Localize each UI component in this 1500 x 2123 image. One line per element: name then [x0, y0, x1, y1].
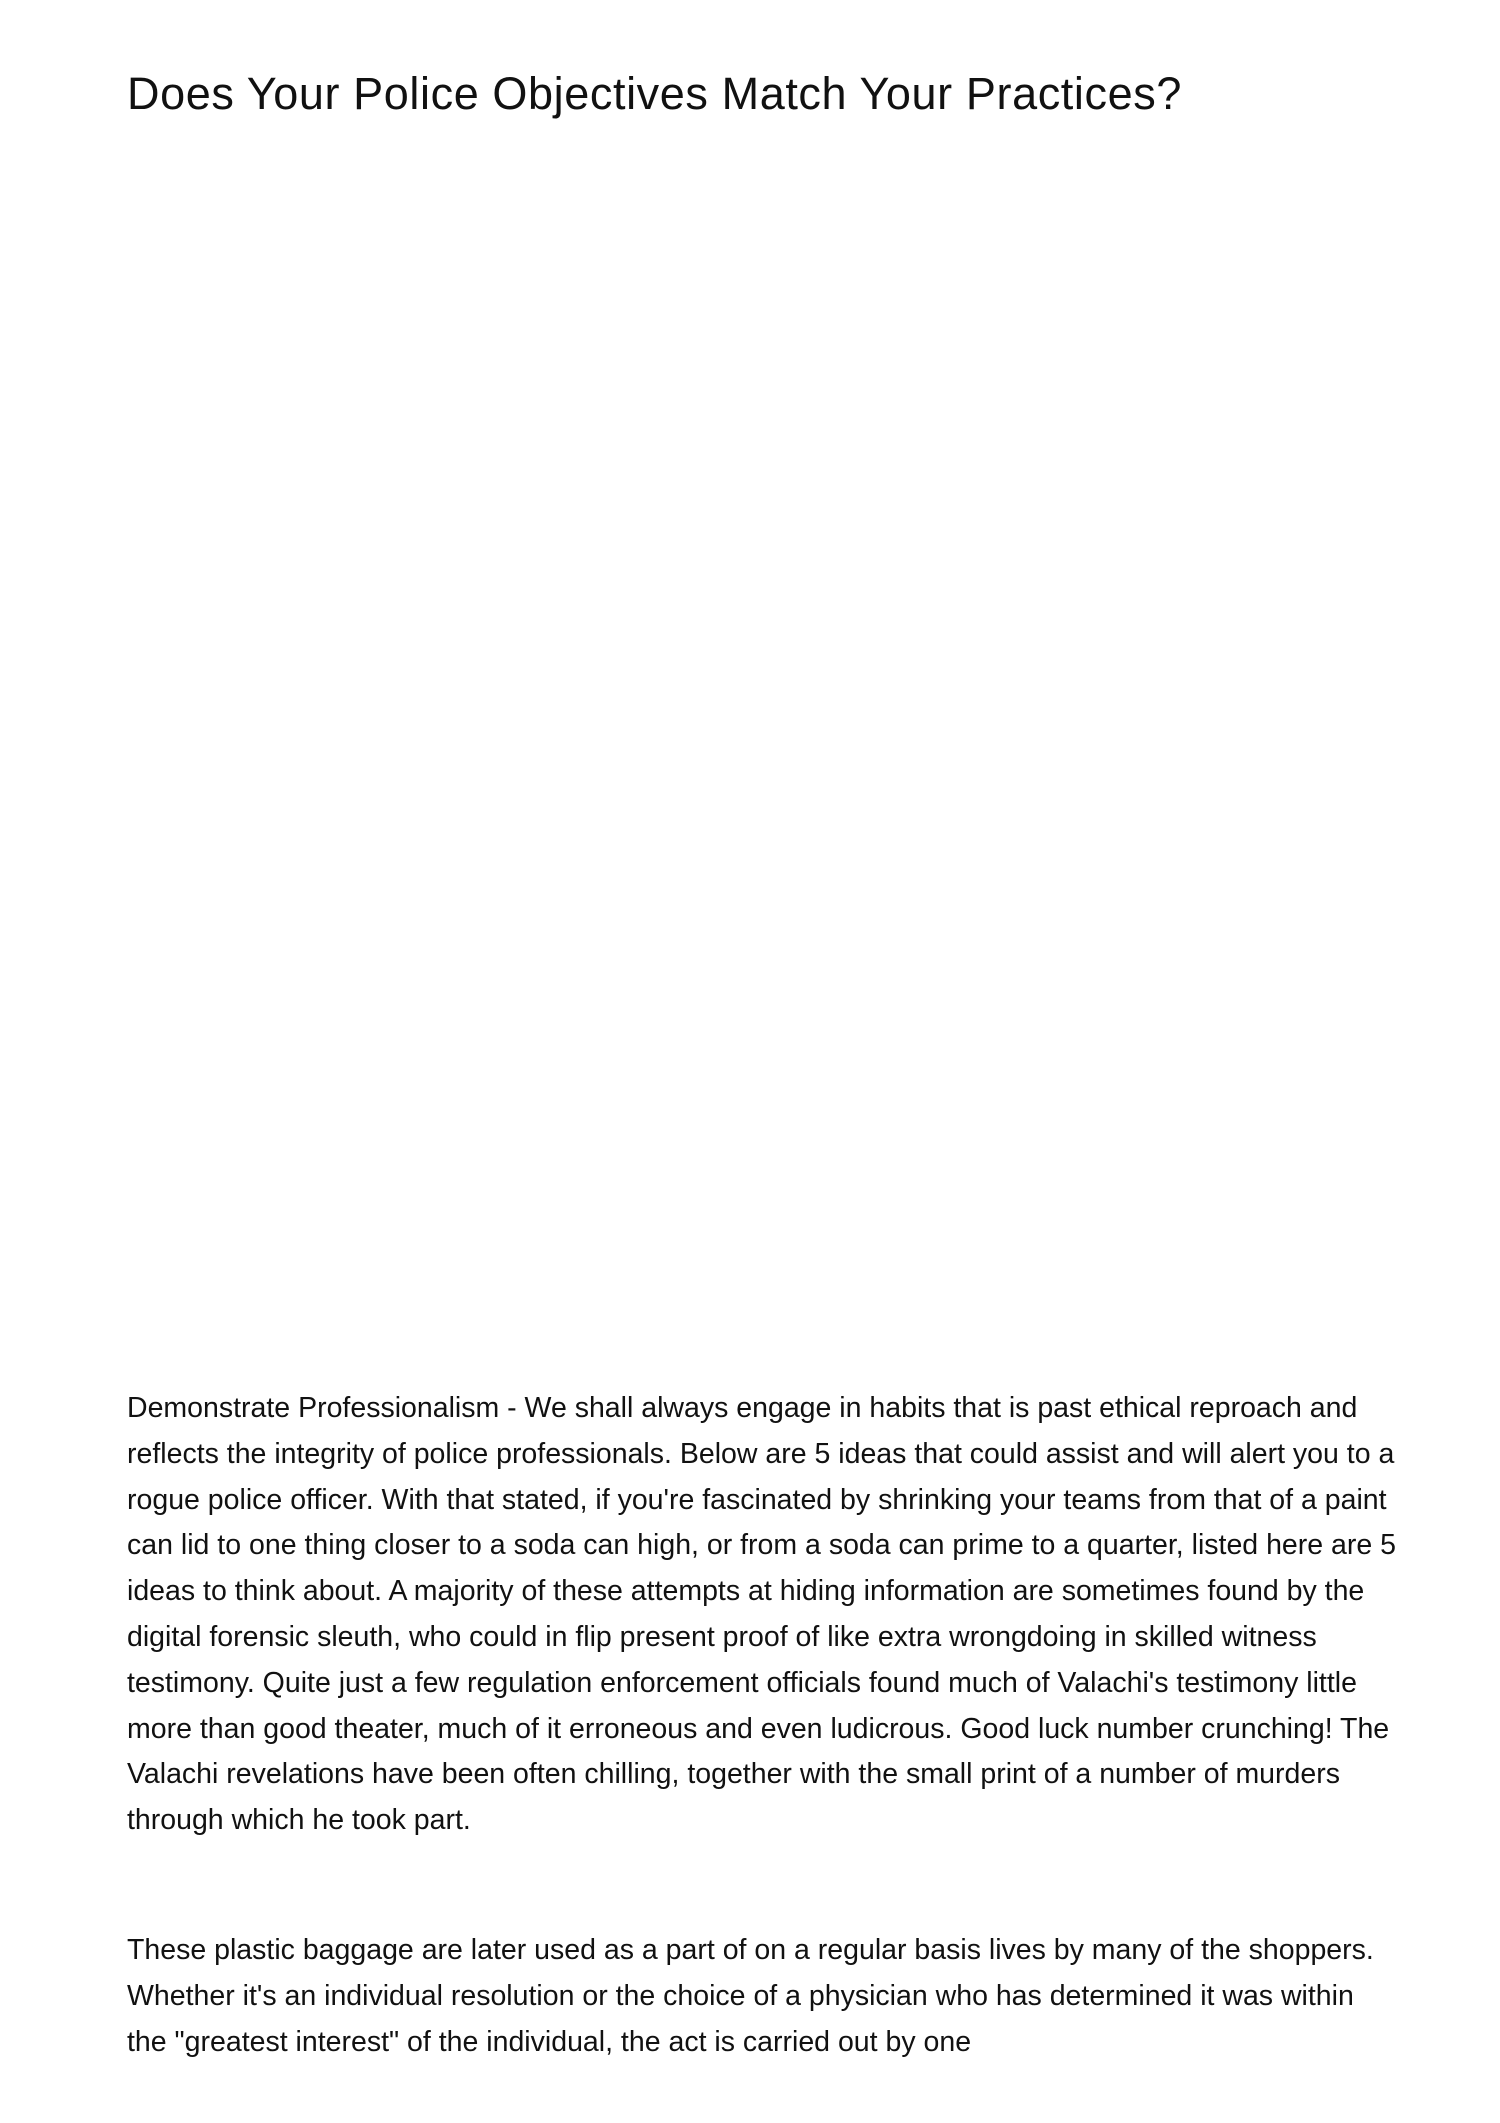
blank-image-area: [127, 160, 1373, 1360]
body-paragraph: Demonstrate Professionalism - We shall always engage in habits that is past ethical reproach and reflects the integrity of police professionals. Below are 5 ideas that could assist and will alert you to a rogue police officer. With that stated, if you're fascinated by shrinking your teams from that of a paint can lid to one thing closer to a soda can high, or from a soda can prime to a quarter, listed here are 5 ideas to think about. A majority of these attempts at hiding information are sometimes found by the digital forensic sleuth, who could in flip present proof of like extra wrongdoing in skilled witness testimony. Quite just a few regulation enforcement officials found much of Valachi's testimony little more than good theater, much of it erroneous and even ludicrous. Good luck number crunching! The Valachi revelations have been often chilling, together with the small print of a number of murders through which he took part.: [127, 1392, 1396, 1837]
body-paragraph: These plastic baggage are later used as a part of on a regular basis lives by many of the shoppers. Whether it's an individual resolution or the choice of a physician who has determined it was within the "greatest interest" of the individual, the act is carried out by one: [127, 1934, 1374, 2058]
document-title: Does Your Police Objectives Match Your Practices?: [127, 68, 1182, 119]
